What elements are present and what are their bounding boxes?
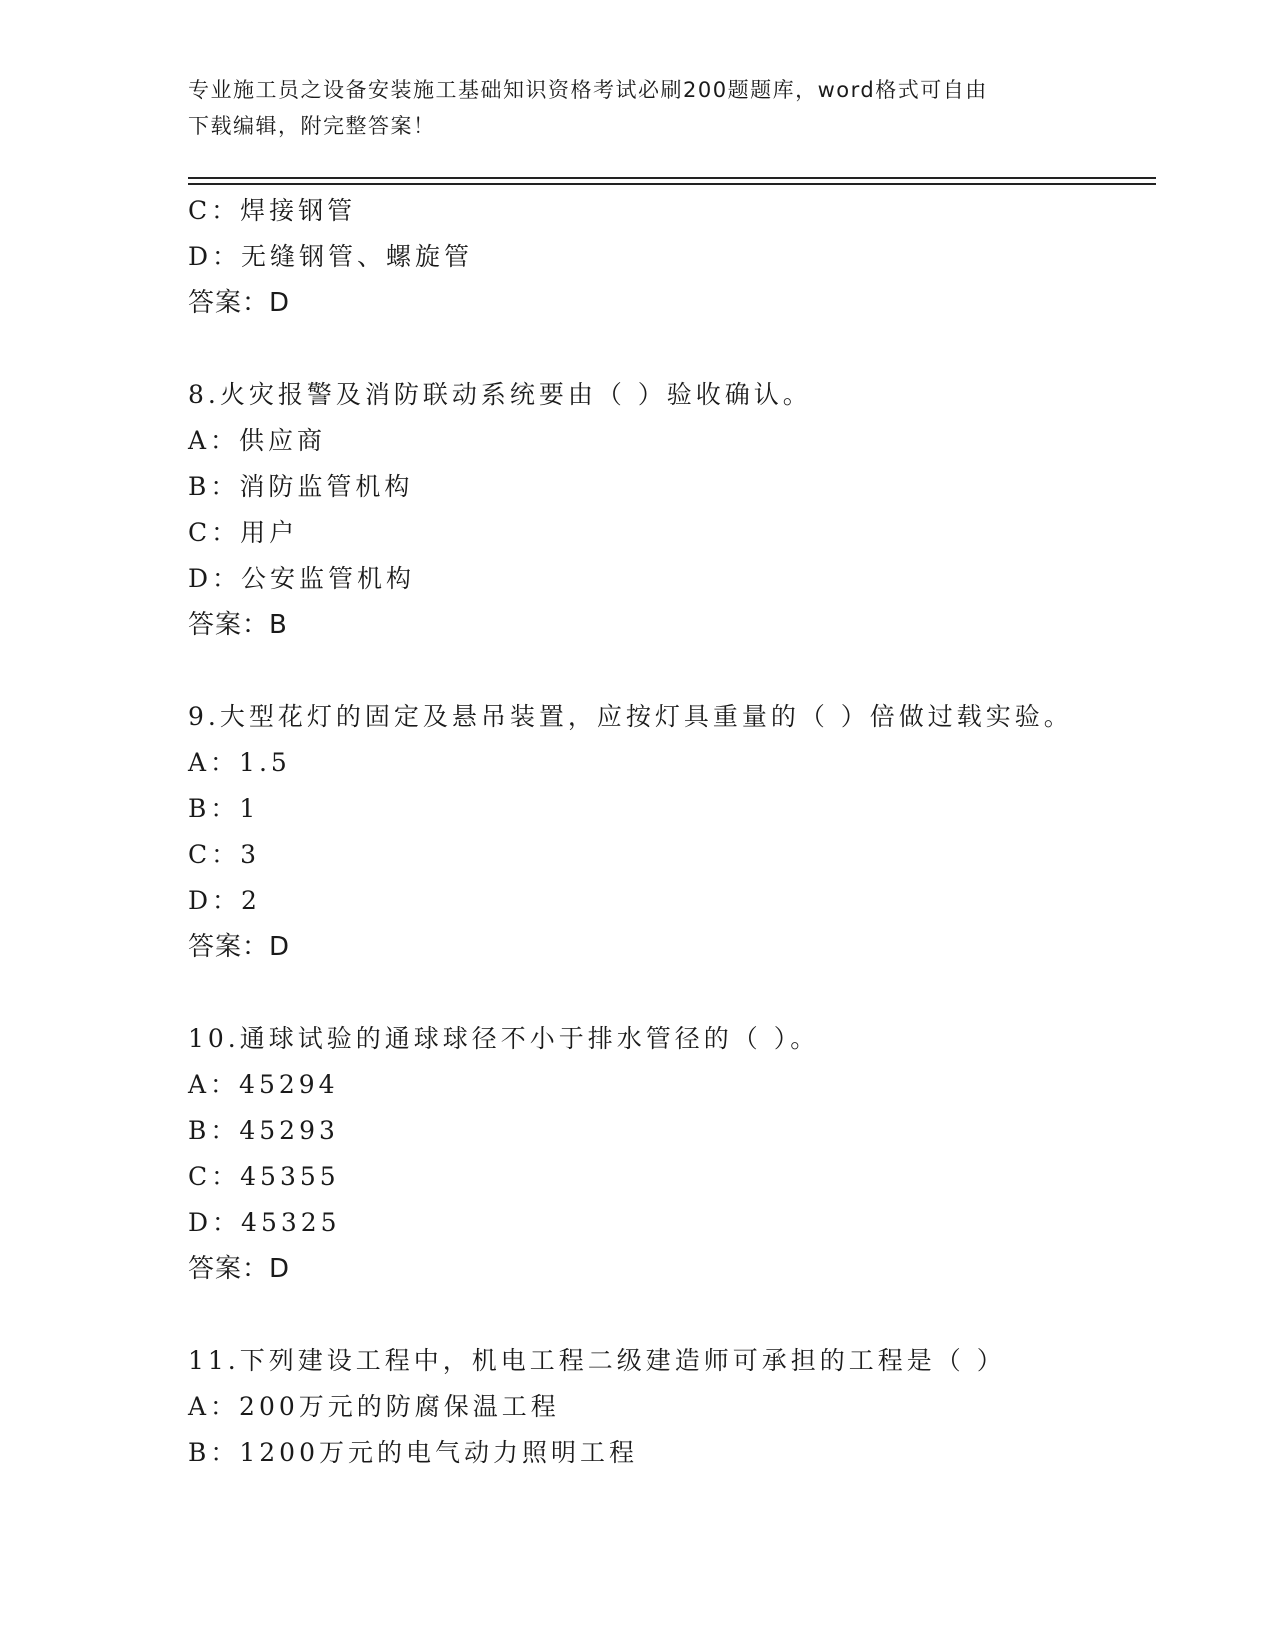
question-10 (188, 1016, 1148, 1292)
answer: 答案：D (188, 932, 291, 962)
option-b: B：45293 (188, 1116, 339, 1145)
option-d: D：无缝钢管、螺旋管 (188, 242, 474, 271)
header-divider-top (188, 177, 1156, 179)
option-b: B：1 (188, 794, 260, 823)
option-a: A：200万元的防腐保温工程 (188, 1392, 560, 1421)
question-list (188, 188, 1148, 1476)
option-c: C：45355 (188, 1162, 340, 1191)
question-text: 9.大型花灯的固定及悬吊装置，应按灯具重量的（ ）倍做过载实验。 (188, 702, 1073, 731)
option-b: B：1200万元的电气动力照明工程 (188, 1438, 638, 1467)
question-11 (188, 1338, 1148, 1476)
spacer (188, 970, 1148, 1016)
option-a: A：45294 (188, 1070, 339, 1099)
answer: 答案：D (188, 288, 291, 318)
question-9 (188, 694, 1148, 970)
document-header (188, 72, 1088, 144)
option-b: B：消防监管机构 (188, 472, 414, 501)
option-c: C：用户 (188, 518, 299, 547)
header-line-2: 下载编辑，附完整答案！ (188, 114, 436, 138)
question-7-partial (188, 188, 1148, 326)
spacer (188, 1292, 1148, 1338)
question-text: 8.火灾报警及消防联动系统要由（ ）验收确认。 (188, 380, 812, 409)
option-a: A：供应商 (188, 426, 327, 455)
answer: 答案：B (188, 610, 288, 640)
option-a: A：1.5 (188, 748, 291, 777)
spacer (188, 648, 1148, 694)
spacer (188, 326, 1148, 372)
question-8 (188, 372, 1148, 648)
option-c: C：焊接钢管 (188, 196, 357, 225)
option-d: D：2 (188, 886, 261, 915)
option-c: C：3 (188, 840, 261, 869)
option-d: D：45325 (188, 1208, 341, 1237)
option-d: D：公安监管机构 (188, 564, 416, 593)
question-text: 11.下列建设工程中，机电工程二级建造师可承担的工程是（ ） (188, 1346, 1006, 1375)
header-line-1: 专业施工员之设备安装施工基础知识资格考试必刷200题题库，word格式可自由 (188, 78, 988, 102)
header-divider-bottom (188, 183, 1156, 185)
question-text: 10.通球试验的通球球径不小于排水管径的（ ）。 (188, 1024, 820, 1053)
answer: 答案：D (188, 1254, 291, 1284)
